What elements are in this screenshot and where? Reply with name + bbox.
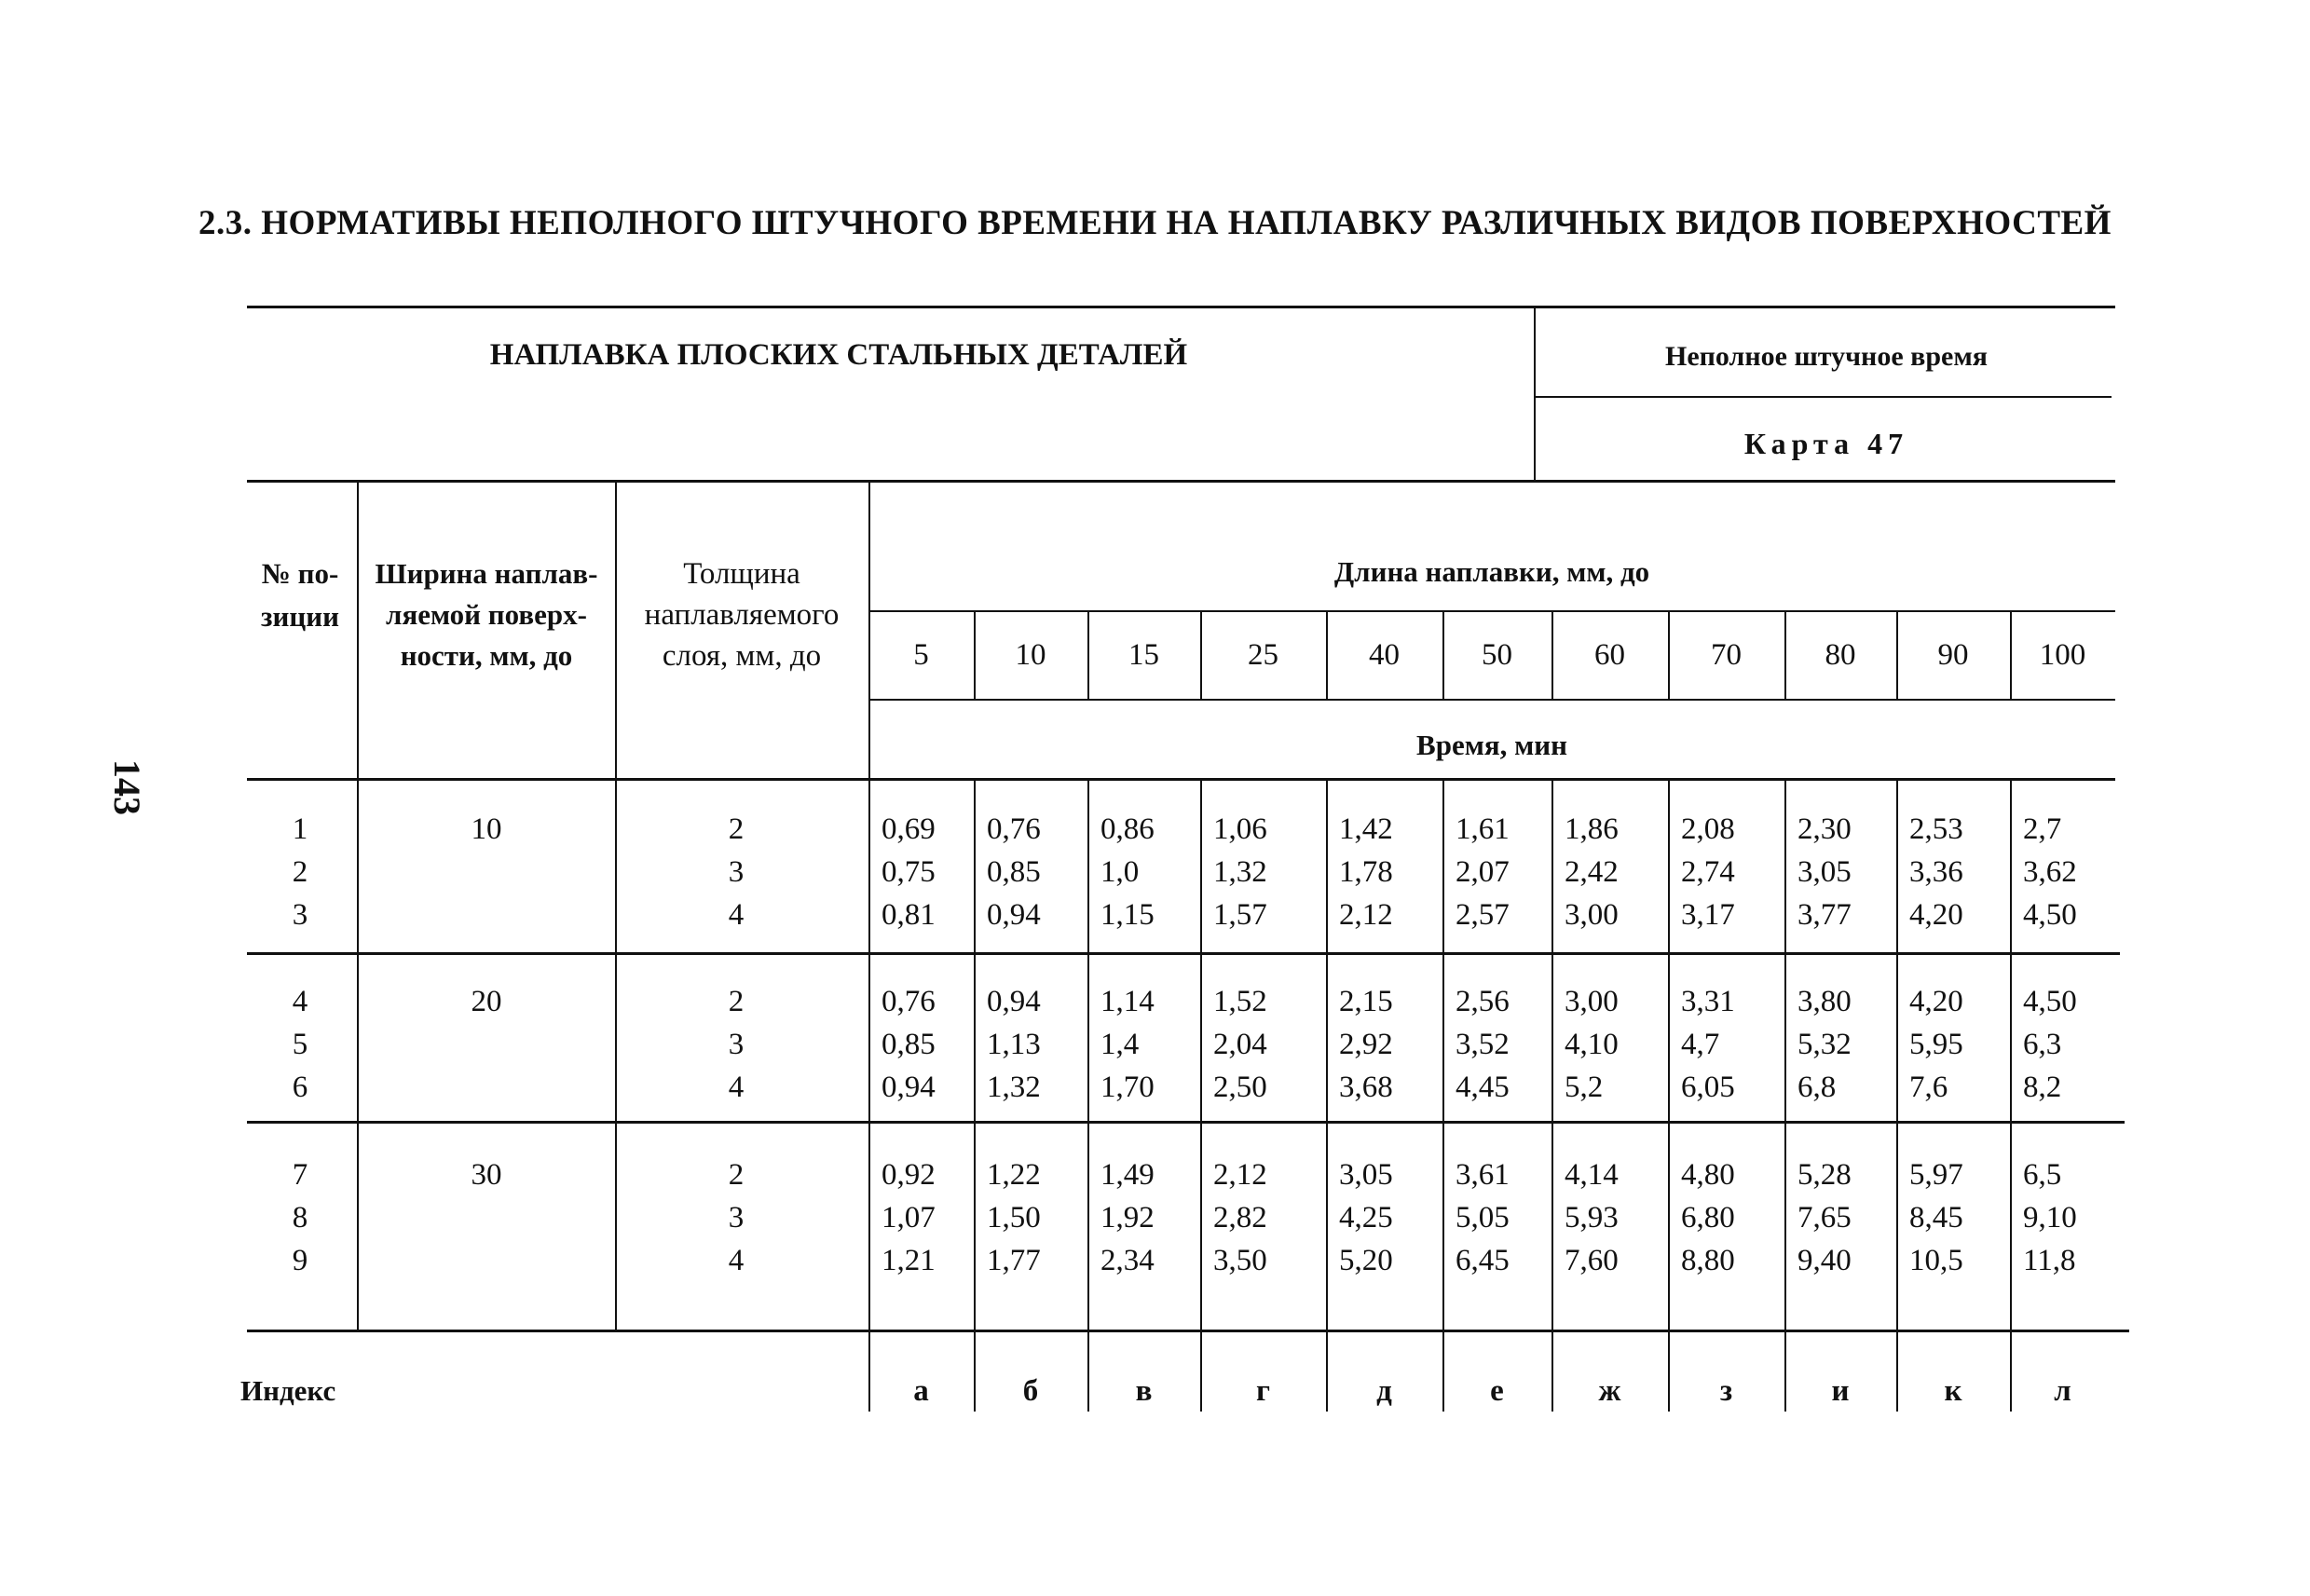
time-value: 3,17 [1681, 898, 1735, 932]
time-value: 4,20 [1909, 898, 1963, 932]
time-value: 5,05 [1456, 1201, 1510, 1235]
length-col-divider-7 [1668, 610, 1670, 699]
time-value: 2,34 [1100, 1244, 1155, 1277]
length-value: 60 [1594, 638, 1625, 672]
time-value: 6,45 [1456, 1244, 1510, 1277]
time-value: 6,3 [2023, 1028, 2062, 1061]
col-width-header: Ширина наплав- [375, 557, 598, 590]
time-value: 2,12 [1213, 1158, 1267, 1192]
position-number: 6 [292, 1071, 308, 1104]
time-value: 4,20 [1909, 985, 1963, 1018]
time-value: 1,0 [1100, 855, 1140, 889]
time-value: 2,82 [1213, 1201, 1267, 1235]
index-col-divider-4 [1200, 1332, 1202, 1412]
time-value: 5,2 [1565, 1071, 1604, 1104]
time-value: 2,42 [1565, 855, 1619, 889]
time-value: 1,50 [987, 1201, 1041, 1235]
time-value: 8,45 [1909, 1201, 1963, 1235]
index-col-divider-8 [1668, 1332, 1670, 1412]
time-value: 1,86 [1565, 812, 1619, 846]
time-value: 4,10 [1565, 1028, 1619, 1061]
time-value: 3,00 [1565, 985, 1619, 1018]
length-header: Длина наплавки, мм, до [1333, 555, 1650, 588]
time-value: 3,31 [1681, 985, 1735, 1018]
time-value: 2,7 [2023, 812, 2062, 846]
lengths-row-rule [868, 699, 2115, 701]
table-header-top-rule [247, 480, 2115, 483]
time-value: 1,32 [1213, 855, 1267, 889]
time-value: 1,92 [1100, 1201, 1155, 1235]
thickness-value: 3 [728, 1201, 745, 1235]
time-value: 3,77 [1797, 898, 1852, 932]
width-value: 20 [471, 985, 502, 1018]
time-value: 5,95 [1909, 1028, 1963, 1061]
time-value: 4,50 [2023, 898, 2077, 932]
value-col-divider-7 [1668, 778, 1670, 1330]
time-value: 2,15 [1339, 985, 1393, 1018]
section-title: НАПЛАВКА ПЛОСКИХ СТАЛЬНЫХ ДЕТАЛЕЙ [489, 338, 1188, 372]
position-number: 4 [292, 985, 308, 1018]
left-column-divider-2 [615, 480, 617, 1330]
time-value: 1,13 [987, 1028, 1041, 1061]
time-value: 7,6 [1909, 1071, 1948, 1104]
time-value: 5,32 [1797, 1028, 1852, 1061]
time-value: 7,65 [1797, 1201, 1852, 1235]
index-col-divider-9 [1784, 1332, 1786, 1412]
col-thickness-header: Толщина [683, 557, 800, 591]
time-value: 6,5 [2023, 1158, 2062, 1192]
col-width-header: ности, мм, до [400, 639, 573, 672]
time-value: 1,57 [1213, 898, 1267, 932]
value-col-divider-6 [1551, 778, 1553, 1330]
value-col-divider-2 [1087, 778, 1089, 1330]
length-value: 80 [1825, 638, 1856, 672]
index-letter: б [1022, 1374, 1039, 1408]
time-value: 1,06 [1213, 812, 1267, 846]
time-value: 6,8 [1797, 1071, 1837, 1104]
length-header-rule [868, 610, 2115, 612]
time-value: 4,80 [1681, 1158, 1735, 1192]
time-value: 5,93 [1565, 1201, 1619, 1235]
length-col-divider-2 [1087, 610, 1089, 699]
index-col-divider-5 [1326, 1332, 1328, 1412]
time-value: 2,74 [1681, 855, 1735, 889]
index-col-divider-2 [974, 1332, 976, 1412]
time-value: 0,94 [882, 1071, 936, 1104]
value-col-divider-4 [1326, 778, 1328, 1330]
time-value: 4,7 [1681, 1028, 1720, 1061]
time-value: 2,92 [1339, 1028, 1393, 1061]
index-letter: л [2054, 1374, 2071, 1408]
time-value: 1,70 [1100, 1071, 1155, 1104]
time-header: Время, мин [1416, 729, 1567, 761]
time-value: 2,56 [1456, 985, 1510, 1018]
time-value: 2,07 [1456, 855, 1510, 889]
time-value: 2,04 [1213, 1028, 1267, 1061]
time-value: 7,60 [1565, 1244, 1619, 1277]
position-number: 5 [292, 1028, 308, 1061]
time-value: 1,21 [882, 1244, 936, 1277]
index-col-divider-3 [1087, 1332, 1089, 1412]
index-letter: и [1831, 1374, 1850, 1408]
index-label: Индекс [240, 1374, 336, 1407]
time-value: 1,14 [1100, 985, 1155, 1018]
time-value: 9,40 [1797, 1244, 1852, 1277]
index-letter: ж [1598, 1374, 1621, 1408]
card-number: Карта 47 [1743, 427, 1909, 460]
time-value: 3,50 [1213, 1244, 1267, 1277]
time-value: 1,22 [987, 1158, 1041, 1192]
left-column-divider-1 [357, 480, 359, 1330]
thickness-value: 2 [728, 1158, 745, 1192]
time-value: 4,14 [1565, 1158, 1619, 1192]
time-value: 1,42 [1339, 812, 1393, 846]
value-col-divider-5 [1442, 778, 1444, 1330]
time-value: 5,28 [1797, 1158, 1852, 1192]
length-value: 15 [1128, 638, 1159, 672]
index-col-divider-11 [2010, 1332, 2012, 1412]
card-top-rule [247, 306, 2115, 308]
value-col-divider-10 [2010, 778, 2012, 1330]
time-value: 0,94 [987, 985, 1041, 1018]
index-letter: г [1256, 1374, 1270, 1408]
group-2-bottom-rule [247, 1121, 2125, 1124]
time-value: 3,05 [1797, 855, 1852, 889]
time-value: 1,52 [1213, 985, 1267, 1018]
position-number: 9 [292, 1244, 308, 1277]
time-value: 0,85 [882, 1028, 936, 1061]
time-value: 2,53 [1909, 812, 1963, 846]
time-value: 3,80 [1797, 985, 1852, 1018]
index-letter: з [1719, 1374, 1733, 1408]
length-value: 70 [1711, 638, 1742, 672]
col-thickness-header: наплавляемого [644, 598, 840, 632]
time-value: 1,77 [987, 1244, 1041, 1277]
index-letter: а [913, 1374, 929, 1408]
value-col-divider-1 [974, 778, 976, 1330]
length-col-divider-6 [1551, 610, 1553, 699]
col-position-header: зиции [261, 600, 339, 633]
time-value: 1,78 [1339, 855, 1393, 889]
group-1-bottom-rule [247, 952, 2120, 955]
position-number: 1 [292, 812, 308, 846]
time-value: 10,5 [1909, 1244, 1963, 1277]
index-letter: к [1944, 1374, 1962, 1408]
time-value: 0,76 [882, 985, 936, 1018]
index-letter: в [1135, 1374, 1153, 1408]
length-col-divider-1 [974, 610, 976, 699]
index-col-divider-7 [1551, 1332, 1553, 1412]
time-value: 1,49 [1100, 1158, 1155, 1192]
thickness-value: 4 [728, 1244, 745, 1277]
time-value: 2,50 [1213, 1071, 1267, 1104]
thickness-value: 4 [728, 898, 745, 932]
time-value: 0,81 [882, 898, 936, 932]
length-value: 10 [1015, 638, 1046, 672]
length-col-divider-9 [1896, 610, 1898, 699]
time-value: 3,68 [1339, 1071, 1393, 1104]
index-col-divider-10 [1896, 1332, 1898, 1412]
thickness-value: 2 [728, 812, 745, 846]
time-type-label: Неполное штучное время [1664, 341, 1989, 372]
page-title: 2.3. НОРМАТИВЫ НЕПОЛНОГО ШТУЧНОГО ВРЕМЕНИ НА НАПЛАВКУ РАЗЛИЧНЫХ ВИДОВ ПОВЕРХНОСТЕЙ [198, 204, 2112, 242]
time-value: 1,07 [882, 1201, 936, 1235]
length-col-divider-10 [2010, 610, 2012, 699]
time-value: 8,2 [2023, 1071, 2062, 1104]
time-value: 0,69 [882, 812, 936, 846]
time-value: 3,62 [2023, 855, 2077, 889]
width-value: 10 [471, 812, 502, 846]
position-number: 7 [292, 1158, 308, 1192]
time-value: 0,94 [987, 898, 1041, 932]
thickness-value: 3 [728, 1028, 745, 1061]
time-value: 3,00 [1565, 898, 1619, 932]
col-width-header: ляемой поверх- [386, 598, 587, 631]
position-number: 2 [292, 855, 308, 889]
position-number: 8 [292, 1201, 308, 1235]
length-col-divider-8 [1784, 610, 1786, 699]
length-value: 90 [1937, 638, 1969, 672]
time-value: 3,52 [1456, 1028, 1510, 1061]
col-thickness-header: слоя, мм, до [662, 639, 822, 673]
value-col-divider-3 [1200, 778, 1202, 1330]
time-value: 2,57 [1456, 898, 1510, 932]
time-value: 9,10 [2023, 1201, 2077, 1235]
card-header-divider [1534, 306, 1536, 483]
time-value: 6,05 [1681, 1071, 1735, 1104]
index-letter: е [1490, 1374, 1504, 1408]
col-position-header: № по- [261, 557, 339, 590]
length-col-divider-3 [1200, 610, 1202, 699]
length-value: 40 [1369, 638, 1400, 672]
time-value: 3,61 [1456, 1158, 1510, 1192]
left-column-divider-3 [868, 480, 870, 1330]
card-mid-rule [1534, 396, 2112, 398]
position-number: 3 [292, 898, 308, 932]
thickness-value: 2 [728, 985, 745, 1018]
time-value: 1,15 [1100, 898, 1155, 932]
index-col-divider-1 [868, 1332, 870, 1412]
index-letter: д [1376, 1374, 1392, 1408]
time-value: 6,80 [1681, 1201, 1735, 1235]
index-col-divider-6 [1442, 1332, 1444, 1412]
time-value: 0,86 [1100, 812, 1155, 846]
time-value: 3,05 [1339, 1158, 1393, 1192]
time-value: 2,08 [1681, 812, 1735, 846]
time-value: 4,50 [2023, 985, 2077, 1018]
time-value: 5,20 [1339, 1244, 1393, 1277]
page-number: 143 [106, 759, 148, 815]
length-col-divider-5 [1442, 610, 1444, 699]
width-value: 30 [471, 1158, 502, 1192]
time-value: 4,45 [1456, 1071, 1510, 1104]
time-value: 3,36 [1909, 855, 1963, 889]
table-header-bottom-rule [247, 778, 2115, 781]
value-col-divider-8 [1784, 778, 1786, 1330]
length-value: 100 [2039, 638, 2086, 672]
length-value: 25 [1248, 638, 1278, 672]
time-value: 0,92 [882, 1158, 936, 1192]
group-3-bottom-rule [247, 1330, 2129, 1332]
time-value: 0,85 [987, 855, 1041, 889]
value-col-divider-9 [1896, 778, 1898, 1330]
time-value: 0,75 [882, 855, 936, 889]
length-value: 50 [1482, 638, 1512, 672]
time-value: 2,30 [1797, 812, 1852, 846]
time-value: 1,32 [987, 1071, 1041, 1104]
time-value: 8,80 [1681, 1244, 1735, 1277]
thickness-value: 4 [728, 1071, 745, 1104]
time-value: 0,76 [987, 812, 1041, 846]
time-value: 1,4 [1100, 1028, 1140, 1061]
length-col-divider-4 [1326, 610, 1328, 699]
time-value: 11,8 [2023, 1244, 2076, 1277]
thickness-value: 3 [728, 855, 745, 889]
time-value: 1,61 [1456, 812, 1510, 846]
time-value: 2,12 [1339, 898, 1393, 932]
length-value: 5 [913, 638, 929, 672]
time-value: 4,25 [1339, 1201, 1393, 1235]
time-value: 5,97 [1909, 1158, 1963, 1192]
